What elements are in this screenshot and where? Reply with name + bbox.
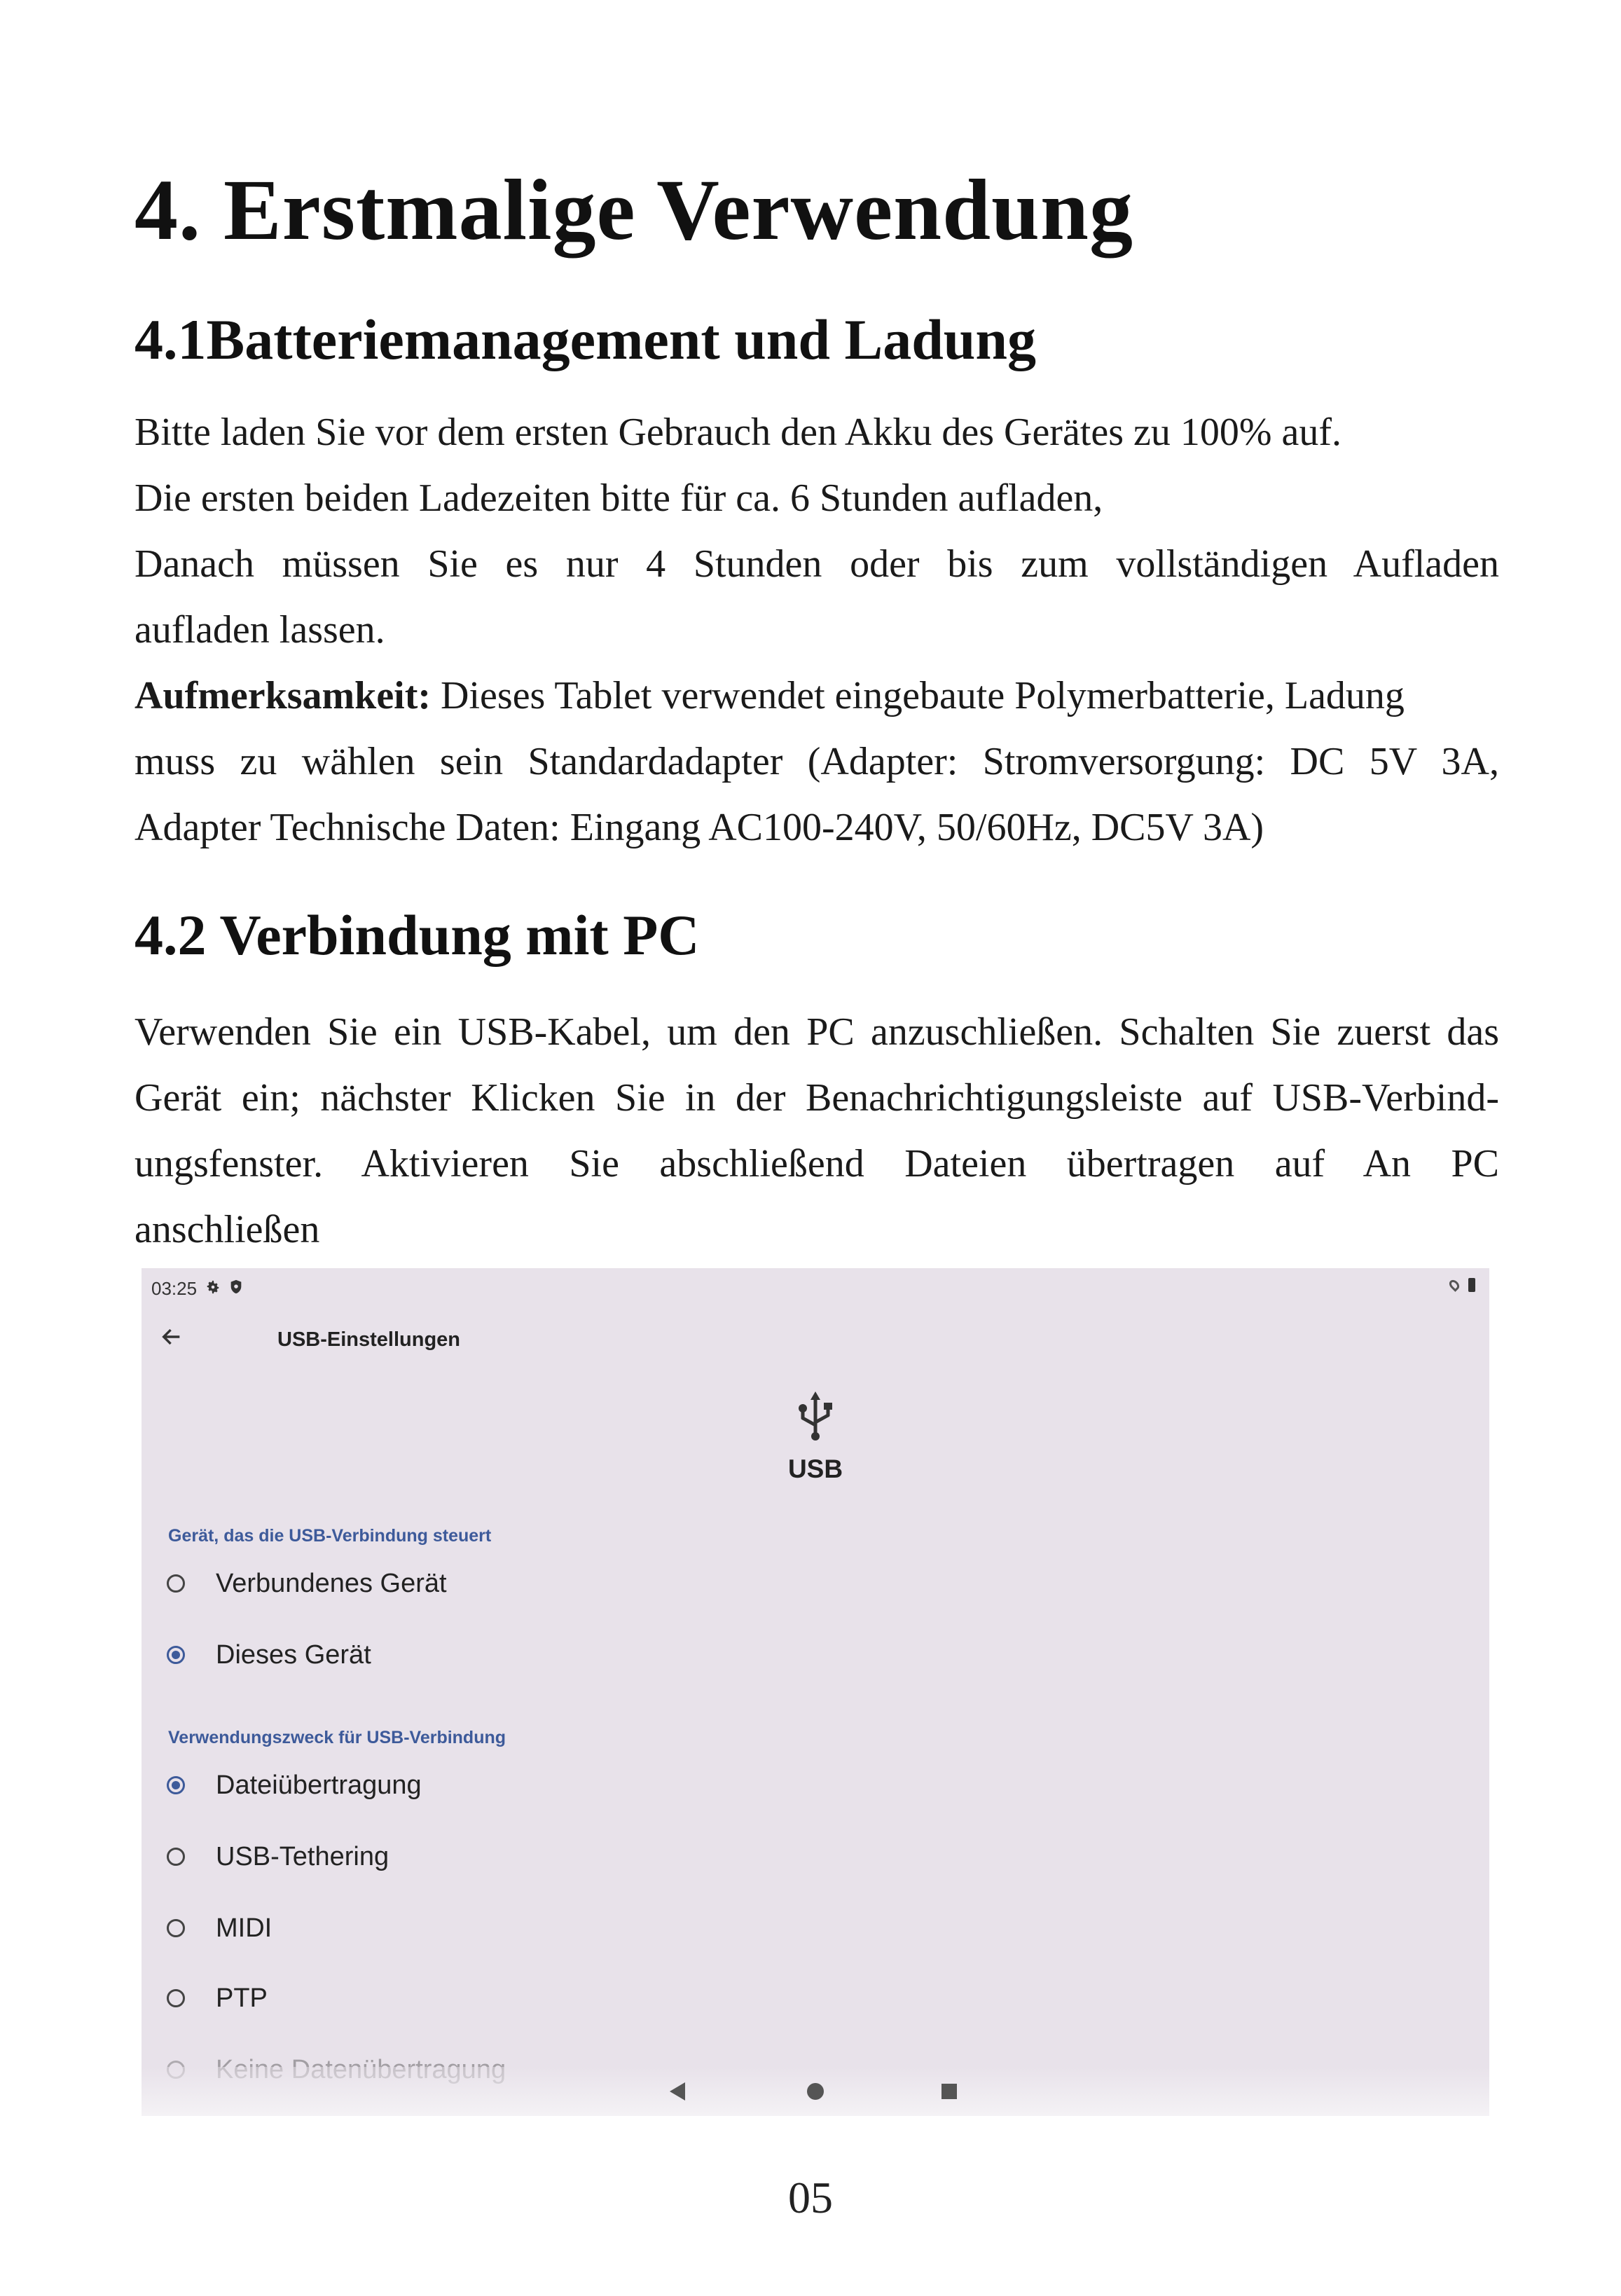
usb-settings-screenshot bbox=[142, 1268, 1489, 2116]
attention-label: Aufmerksamkeit: bbox=[134, 674, 432, 717]
status-time: 03:25 bbox=[151, 1278, 198, 1299]
status-icons-right bbox=[1450, 1278, 1475, 1292]
text-line: muss zu wählen sein Standardadapter (Adapter: Stromversorgung: DC 5V 3A, bbox=[134, 740, 1499, 783]
page-title: 4. Erstmalige Verwendung bbox=[134, 162, 1133, 258]
usb-label: USB bbox=[787, 1455, 843, 1483]
section-heading-battery: 4.1Batteriemanagement und Ladung bbox=[134, 308, 1037, 371]
nav-recents-icon[interactable] bbox=[941, 2084, 957, 2099]
radio-option-this-device[interactable] bbox=[167, 1634, 371, 1676]
option-label: PTP bbox=[216, 1983, 268, 2013]
status-bar bbox=[151, 1278, 243, 1300]
category-controlling-device: Gerät, das die USB-Verbindung steuert bbox=[168, 1526, 492, 1546]
text-line: Verwenden Sie ein USB-Kabel, um den PC anzuschließen. Schalten Sie zuerst das bbox=[134, 1010, 1499, 1054]
option-label: Dateiübertragung bbox=[216, 1770, 422, 1800]
option-label: Verbundenes Gerät bbox=[216, 1568, 447, 1598]
text-line: Adapter Technische Daten: Eingang AC100-240V, 50/60Hz, DC5V 3A) bbox=[134, 806, 1264, 849]
radio-option-file-transfer[interactable] bbox=[167, 1764, 422, 1806]
radio-option-midi[interactable] bbox=[167, 1907, 272, 1949]
usb-icon bbox=[787, 1387, 843, 1443]
radio-button[interactable] bbox=[167, 1919, 185, 1937]
page-number: 05 bbox=[788, 2173, 833, 2222]
battery-paragraph bbox=[134, 399, 1499, 860]
text-line: anschließen bbox=[134, 1208, 320, 1251]
pc-paragraph bbox=[134, 999, 1499, 1263]
attention-line bbox=[134, 663, 1499, 729]
radio-button-selected[interactable] bbox=[167, 1646, 185, 1664]
section-heading-pc: 4.2 Verbindung mit PC bbox=[134, 903, 700, 967]
radio-option-connected-device[interactable] bbox=[167, 1562, 447, 1604]
option-label: Dieses Gerät bbox=[216, 1639, 371, 1670]
option-label: MIDI bbox=[216, 1913, 273, 1943]
nav-back-icon[interactable] bbox=[670, 2082, 685, 2101]
text-line: aufladen lassen. bbox=[134, 608, 385, 652]
radio-option-usb-tethering[interactable] bbox=[167, 1836, 389, 1878]
back-arrow-icon[interactable] bbox=[160, 1324, 184, 1356]
location-icon bbox=[1447, 1278, 1461, 1292]
attention-text: Dieses Tablet verwendet eingebaute Polymerbatterie, Ladung bbox=[431, 674, 1405, 717]
text-line: Danach müssen Sie es nur 4 Stunden oder bis zum vollständigen Aufladen bbox=[134, 542, 1499, 586]
nav-home-icon[interactable] bbox=[807, 2083, 824, 2100]
battery-icon bbox=[1468, 1278, 1475, 1292]
radio-button-selected[interactable] bbox=[167, 1776, 185, 1794]
radio-option-ptp[interactable] bbox=[167, 1977, 268, 2019]
radio-button[interactable] bbox=[167, 1848, 185, 1866]
option-label: USB-Tethering bbox=[216, 1841, 389, 1871]
text-line: Die ersten beiden Ladezeiten bitte für ca. 6 Stunden aufladen, bbox=[134, 476, 1103, 520]
text-line: Bitte laden Sie vor dem ersten Gebrauch den Akku des Gerätes zu 100% auf. bbox=[134, 411, 1342, 454]
radio-button[interactable] bbox=[167, 1989, 185, 2007]
gear-icon bbox=[205, 1278, 221, 1300]
shield-icon bbox=[229, 1278, 243, 1300]
appbar-title: USB-Einstellungen bbox=[277, 1328, 461, 1351]
text-line: Gerät ein; nächster Klicken Sie in der Benachrichtigungsleiste auf USB-Verbind- bbox=[134, 1076, 1499, 1120]
text-line: ungsfenster. Aktivieren Sie abschließend Dateien übertragen auf An PC bbox=[134, 1142, 1499, 1185]
radio-button[interactable] bbox=[167, 1574, 185, 1593]
category-usb-purpose: Verwendungszweck für USB-Verbindung bbox=[168, 1728, 506, 1747]
